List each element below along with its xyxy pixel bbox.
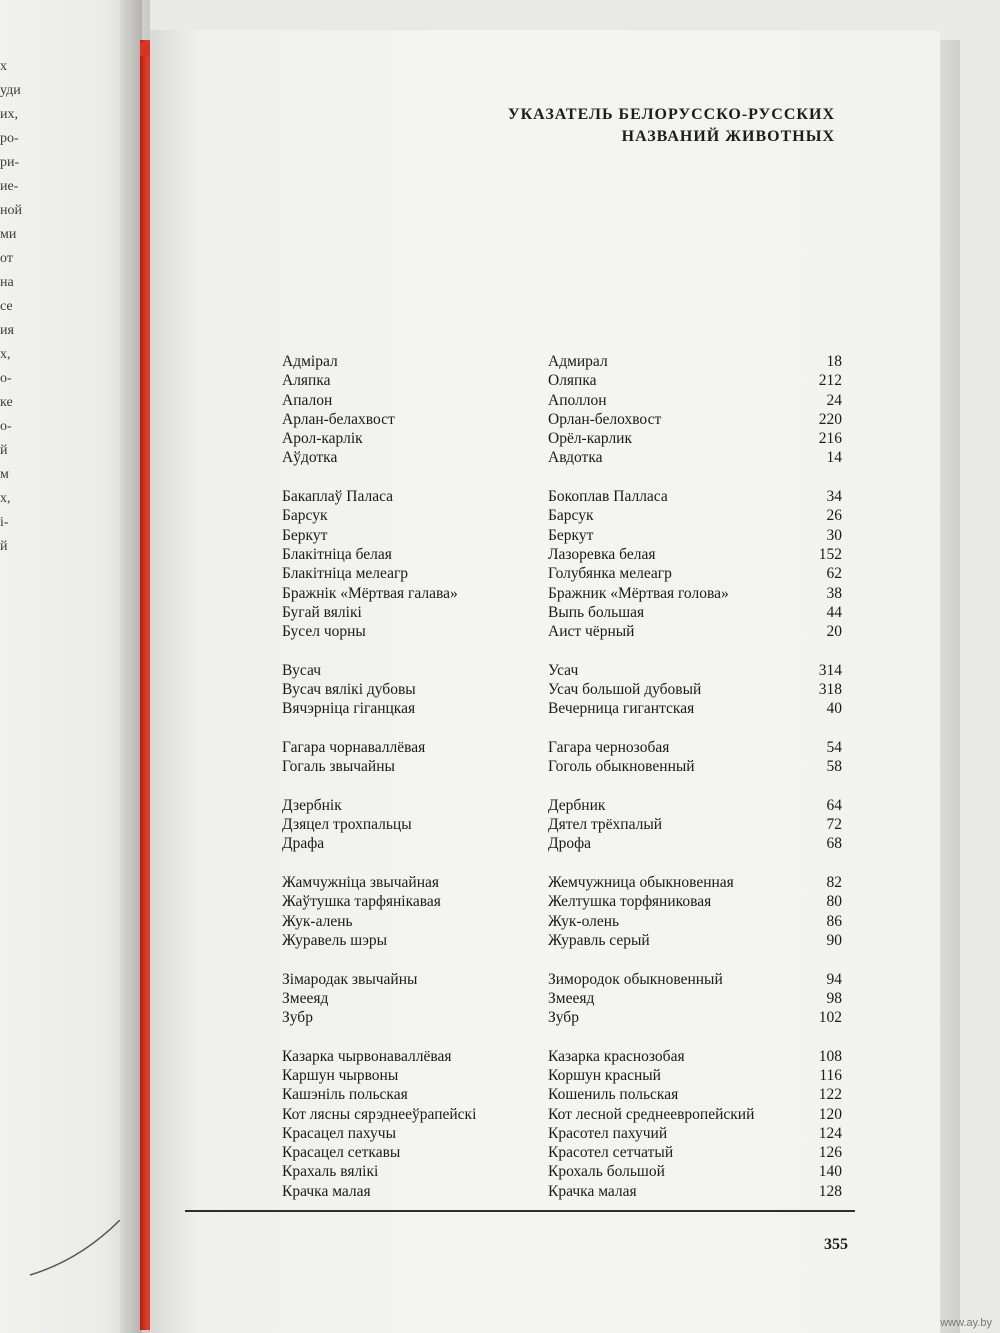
belarusian-name: Каршун чырвоны	[282, 1066, 399, 1084]
left-text-fragment: м	[0, 467, 9, 482]
russian-name: Аполлон	[548, 391, 607, 409]
page-ref: 64	[826, 796, 842, 814]
belarusian-name: Казарка чырвонаваллёвая	[282, 1047, 452, 1065]
page-ref: 24	[826, 391, 842, 409]
page-ref: 128	[818, 1182, 842, 1200]
russian-name: Вечерница гигантская	[548, 700, 695, 718]
index-row	[282, 1124, 842, 1143]
belarusian-name: Дзербнік	[282, 796, 342, 814]
left-text-fragment: ри-	[0, 155, 20, 170]
left-text-fragment: ия	[0, 323, 14, 338]
belarusian-name: Бугай вялікі	[282, 603, 362, 621]
left-text-fragment: й	[0, 443, 8, 458]
left-text-fragment: х,	[0, 347, 11, 362]
page-ref: 86	[826, 912, 842, 930]
index-row	[282, 815, 842, 834]
page-ref: 94	[826, 970, 842, 988]
belarusian-name: Блакітніца мелеагр	[282, 565, 409, 583]
page-ref: 72	[826, 816, 842, 834]
belarusian-name: Змееяд	[282, 989, 329, 1007]
page-ref: 90	[826, 931, 842, 949]
russian-name: Журавль серый	[548, 931, 650, 949]
left-text-fragment: от	[0, 251, 13, 266]
index-row	[282, 526, 842, 545]
index-row	[282, 738, 842, 757]
page-title	[415, 104, 835, 148]
belarusian-name: Драфа	[282, 835, 325, 853]
russian-name: Выпь большая	[548, 603, 645, 621]
page-ref: 14	[826, 449, 842, 467]
page-ref: 124	[818, 1124, 842, 1142]
page-ref: 116	[819, 1066, 842, 1084]
belarusian-name: Красацел пахучы	[282, 1124, 396, 1142]
belarusian-name: Вячэрніца гіганцкая	[282, 700, 416, 718]
russian-name: Зимородок обыкновенный	[548, 970, 723, 988]
index-row	[282, 545, 842, 564]
belarusian-name: Крачка малая	[282, 1182, 371, 1200]
russian-name: Усач большой дубовый	[548, 681, 702, 699]
belarusian-name: Вусач	[282, 661, 322, 679]
page-ref: 140	[818, 1163, 842, 1181]
belarusian-name: Арол-карлік	[282, 430, 363, 448]
index-row	[282, 371, 842, 390]
page-ref: 120	[818, 1105, 842, 1123]
belarusian-name: Журавель шэры	[282, 931, 388, 949]
page-ref: 212	[818, 372, 842, 390]
russian-name: Орёл-карлик	[548, 430, 633, 448]
russian-name: Дятел трёхпалый	[548, 816, 663, 834]
belarusian-name: Бражнік «Мёртвая галава»	[282, 584, 458, 602]
index-row	[282, 584, 842, 603]
russian-name: Голубянка мелеагр	[548, 565, 672, 583]
index-row	[282, 661, 842, 680]
page-ref: 318	[818, 681, 842, 699]
page-ref: 102	[818, 1009, 842, 1027]
belarusian-name: Бакаплаў Паласа	[282, 488, 394, 506]
watermark: www.ay.by	[940, 1317, 992, 1329]
index-row	[282, 429, 842, 448]
page-ref: 30	[826, 526, 842, 544]
group-spacer	[282, 1027, 842, 1046]
russian-name: Усач	[548, 661, 579, 679]
russian-name: Бокоплав Палласа	[548, 488, 668, 506]
belarusian-name: Кашэніль польская	[282, 1086, 408, 1104]
index-row	[282, 622, 842, 641]
index-row	[282, 1162, 842, 1181]
group-spacer	[282, 950, 842, 969]
left-text-fragment: х,	[0, 491, 11, 506]
russian-name: Аист чёрный	[548, 623, 635, 641]
russian-name: Дрофа	[548, 835, 591, 853]
russian-name: Барсук	[548, 507, 594, 525]
index-row	[282, 564, 842, 583]
book-cover-left	[120, 0, 142, 1333]
index-row	[282, 410, 842, 429]
index-row	[282, 603, 842, 622]
page-ref: 44	[826, 603, 842, 621]
russian-name: Жук-олень	[548, 912, 620, 930]
left-text-fragment: ке	[0, 395, 13, 410]
page-ref: 80	[826, 893, 842, 911]
page-ref: 108	[818, 1047, 842, 1065]
index-row	[282, 1105, 842, 1124]
belarusian-name: Зімародак звычайны	[282, 970, 418, 988]
index-row	[282, 1182, 842, 1201]
group-spacer	[282, 468, 842, 487]
belarusian-name: Апалон	[282, 391, 333, 409]
left-text-fragment: і-	[0, 515, 9, 530]
left-text-fragment: се	[0, 299, 13, 314]
page-ref: 58	[826, 758, 842, 776]
page-ref: 18	[826, 353, 842, 370]
belarusian-name: Кот лясны сярэднееўрапейскі	[282, 1105, 477, 1123]
russian-name: Змееяд	[548, 989, 595, 1007]
page-ref: 68	[826, 835, 842, 853]
russian-name: Оляпка	[548, 372, 597, 390]
russian-name: Жемчужница обыкновенная	[548, 874, 734, 892]
group-spacer	[282, 641, 842, 660]
left-page-text	[0, 55, 30, 559]
russian-name: Лазоревка белая	[548, 545, 656, 563]
russian-name: Авдотка	[548, 449, 603, 467]
left-text-fragment: их,	[0, 107, 18, 122]
index-row	[282, 1143, 842, 1162]
belarusian-name: Дзяцел трохпальцы	[282, 816, 412, 834]
russian-name: Беркут	[548, 526, 594, 544]
belarusian-name: Арлан-белахвост	[282, 410, 395, 428]
russian-name: Зубр	[548, 1009, 579, 1027]
belarusian-name: Блакітніца белая	[282, 545, 392, 563]
page-ref: 20	[826, 623, 842, 641]
russian-name: Адмирал	[548, 353, 608, 370]
belarusian-name: Зубр	[282, 1009, 313, 1027]
index-row	[282, 1066, 842, 1085]
belarusian-name: Крахаль вялікі	[282, 1163, 379, 1181]
index-entries	[282, 352, 842, 1201]
page-ref: 82	[826, 874, 842, 892]
russian-name: Орлан-белохвост	[548, 410, 662, 428]
index-row	[282, 352, 842, 371]
page-ref: 62	[826, 565, 842, 583]
index-row	[282, 391, 842, 410]
russian-name: Красотел пахучий	[548, 1124, 668, 1142]
left-text-fragment: ной	[0, 203, 22, 218]
index-row	[282, 487, 842, 506]
group-spacer	[282, 854, 842, 873]
page-ref: 216	[818, 430, 842, 448]
belarusian-name: Жамчужніца звычайная	[282, 874, 440, 892]
russian-name: Гагара чернозобая	[548, 738, 670, 756]
index-row	[282, 1085, 842, 1104]
left-text-fragment: о-	[0, 419, 12, 434]
index-row	[282, 912, 842, 931]
russian-name: Красотел сетчатый	[548, 1144, 674, 1162]
russian-name: Кот лесной среднеевропейский	[548, 1105, 755, 1123]
belarusian-name: Барсук	[282, 507, 328, 525]
belarusian-name: Гогаль звычайны	[282, 758, 395, 776]
left-text-fragment: х	[0, 59, 7, 74]
group-spacer	[282, 777, 842, 796]
page-ref: 26	[826, 507, 842, 525]
page-ref: 98	[826, 989, 842, 1007]
footer-rule	[185, 1210, 855, 1212]
index-row	[282, 970, 842, 989]
index-row	[282, 989, 842, 1008]
page-ref: 40	[826, 700, 842, 718]
page-curve-mark	[20, 1220, 130, 1280]
belarusian-name: Гагара чорнаваллёвая	[282, 738, 426, 756]
russian-name: Бражник «Мёртвая голова»	[548, 584, 729, 602]
index-row	[282, 796, 842, 815]
belarusian-name: Жук-алень	[282, 912, 353, 930]
russian-name: Гоголь обыкновенный	[548, 758, 695, 776]
left-text-fragment: ми	[0, 227, 17, 242]
index-row	[282, 1047, 842, 1066]
index-row	[282, 931, 842, 950]
belarusian-name: Вусач вялікі дубовы	[282, 681, 416, 699]
russian-name: Крохаль большой	[548, 1163, 665, 1181]
belarusian-name: Аляпка	[282, 372, 331, 390]
left-text-fragment: уди	[0, 83, 21, 98]
belarusian-name: Бусел чорны	[282, 623, 366, 641]
index-row	[282, 680, 842, 699]
belarusian-name: Адмірал	[282, 353, 338, 370]
russian-name: Кошениль польская	[548, 1086, 679, 1104]
index-row	[282, 834, 842, 853]
group-spacer	[282, 719, 842, 738]
page-ref: 38	[826, 584, 842, 602]
belarusian-name: Красацел сеткавы	[282, 1144, 401, 1162]
page-ref: 34	[826, 488, 842, 506]
page-ref: 54	[826, 738, 842, 756]
russian-name: Крачка малая	[548, 1182, 637, 1200]
index-row	[282, 699, 842, 718]
title-line-2: НАЗВАНИЙ ЖИВОТНЫХ	[621, 128, 835, 145]
index-row	[282, 873, 842, 892]
russian-name: Коршун красный	[548, 1066, 661, 1084]
index-row	[282, 1008, 842, 1027]
index-row	[282, 448, 842, 467]
left-text-fragment: ро-	[0, 131, 19, 146]
belarusian-name: Беркут	[282, 526, 328, 544]
index-row	[282, 892, 842, 911]
belarusian-name: Жаўтушка тарфянікавая	[282, 893, 441, 911]
page-ref: 152	[818, 545, 842, 563]
left-text-fragment: на	[0, 275, 14, 290]
belarusian-name: Аўдотка	[282, 449, 338, 467]
russian-name: Дербник	[548, 796, 606, 814]
index-row	[282, 757, 842, 776]
page-ref: 122	[818, 1086, 842, 1104]
russian-name: Желтушка торфяниковая	[548, 893, 712, 911]
russian-name: Казарка краснозобая	[548, 1047, 685, 1065]
left-text-fragment: й	[0, 539, 8, 554]
page-ref: 314	[818, 661, 842, 679]
page-ref: 220	[818, 410, 842, 428]
title-line-1: УКАЗАТЕЛЬ БЕЛОРУССКО-РУССКИХ	[507, 106, 835, 123]
left-text-fragment: о-	[0, 371, 12, 386]
page-ref: 126	[818, 1144, 842, 1162]
index-row	[282, 506, 842, 525]
left-text-fragment: ие-	[0, 179, 19, 194]
page-number: 355	[824, 1236, 848, 1253]
